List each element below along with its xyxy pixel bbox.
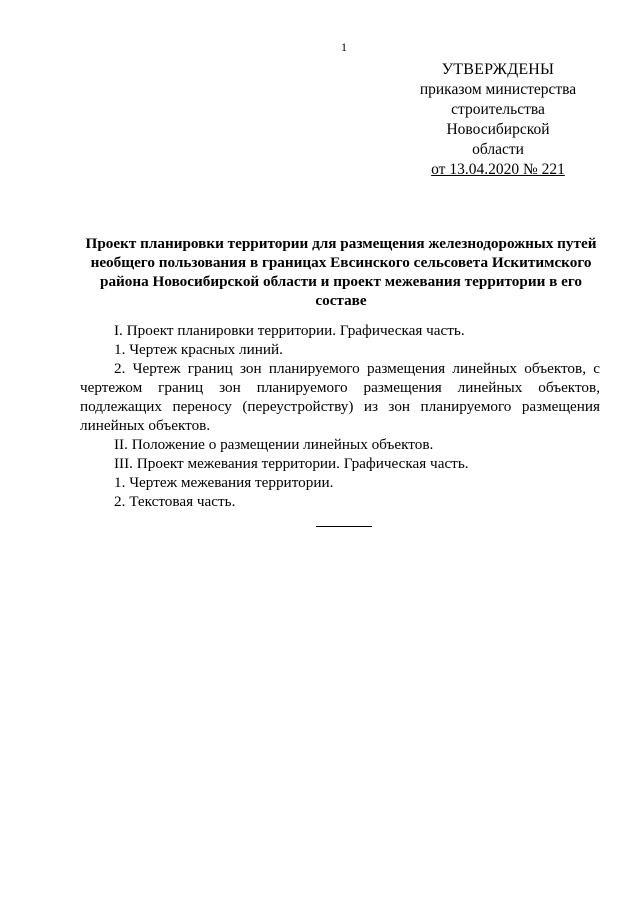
page-number: 1 xyxy=(341,40,347,54)
contents-item: 1. Чертеж красных линий. xyxy=(114,341,283,358)
contents-item: III. Проект межевания территории. Графическая часть. xyxy=(114,455,469,472)
end-divider xyxy=(316,526,372,527)
approval-block xyxy=(398,60,598,180)
contents-list xyxy=(80,321,600,511)
approval-line: области xyxy=(472,141,524,158)
contents-item: 1. Чертеж межевания территории. xyxy=(114,474,334,491)
contents-item: I. Проект планировки территории. Графическая часть. xyxy=(114,322,465,339)
contents-item: 2. Чертеж границ зон планируемого размещения линейных объектов, с чертежом границ зон планируемого размещения линейных объектов, подлежащих переносу (переустройству) из зон планируемого размещения линейных объектов. xyxy=(80,360,600,434)
approval-line: строительства Новосибирской xyxy=(446,101,550,138)
contents-item: 2. Текстовая часть. xyxy=(114,493,236,510)
document-title: Проект планировки территории для размещения железнодорожных путей необщего пользования в границах Евсинского сельсовета Искитимского района Новосибирской области и проект межевания территории в его составе xyxy=(85,235,597,309)
approval-line: приказом министерства xyxy=(419,81,577,98)
contents-item: II. Положение о размещении линейных объектов. xyxy=(114,436,434,453)
approval-title: УТВЕРЖДЕНЫ xyxy=(441,61,555,78)
approval-date: от 13.04.2020 № 221 xyxy=(431,161,565,178)
